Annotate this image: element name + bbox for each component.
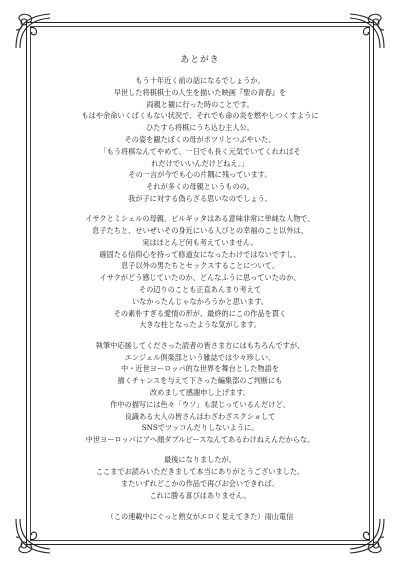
text-line: その辺りのことも正直あんまり考えて: [138, 285, 262, 295]
text-line: 作中の描写には色々「ウソ」も混じっているんだけど、: [110, 399, 290, 409]
text-line: イサクとミシェルの母親、ビルギッタはある意味非常に単純な人物で、: [85, 214, 315, 224]
text-line: 執筆中応援してくださった読者の皆さま方にはもちろんですが、: [95, 340, 305, 350]
paragraph-2: [44, 213, 356, 331]
text-line: 「もう将棋なんてやめて、一日でも長く元気でいてくれればそ: [99, 146, 301, 156]
text-line: 良識ある大人の皆さんはわざわざスクショして: [124, 411, 276, 421]
text-line: 我が子に対する偽らざる思いなのでしょう。: [128, 193, 272, 203]
text-line: 描くチャンスを与えて下さった編集部のご判断にも: [117, 376, 283, 386]
text-line: 中・近世ヨーロッパ的な世界を舞台とした物語を: [121, 364, 279, 374]
text-line: もう十年近く前の話になるでしょうか。: [135, 76, 265, 85]
text-line: 改めまして感謝申し上げます。: [149, 387, 251, 397]
paragraph-1: [44, 75, 356, 205]
text-line: エンジェル倶楽部という雑誌では少々珍しい、: [124, 352, 276, 362]
text-line: 早世した将棋棋士の人生を描いた映画『聖の青春』を: [113, 87, 287, 97]
text-line: SNSでツッコんだりしないように。: [141, 423, 259, 433]
text-line: れだけでいいんだけどねえ。」: [151, 158, 249, 168]
text-line: それが多くの母親というものの。: [146, 182, 254, 192]
text-line: その姿を観たぼくの母がポツリとつぶやいた、: [124, 134, 276, 144]
text-line: 最後になりましたが、: [164, 455, 236, 465]
text-line: 息子以外の男たちとセックスすることについて、: [121, 261, 279, 271]
text-line: その一言が今でも心の片隅に残っています。: [128, 170, 272, 180]
paragraph-3: [44, 340, 356, 446]
text-line: これに勝る喜びはありません。: [149, 490, 251, 500]
text-line: 実はほとんど何も考えていません。: [142, 237, 258, 247]
text-line: 息子たちと、せいぜいその身近にいる人びとの幸福のこと以外は、: [92, 226, 308, 236]
page-title: あとがき: [180, 55, 220, 65]
author-signature: （この連載中にぐっと熟女がエロく見えてきた）雨山電信: [106, 511, 294, 521]
text-line: ひたすら将棋にうち込む主人公。: [146, 123, 254, 133]
text-line: またいずれどこかの作品で再びお会いできれば、: [120, 479, 280, 488]
corner-ornament-icon: [344, 8, 390, 54]
text-line: いなかったんじゃなかろうかと思います。: [132, 296, 268, 306]
text-line: 確固たる信仰心を持って修道女になったわけではないですし、: [99, 249, 301, 259]
text-line: 中世ヨーロッパにアヘ顔ダブルピースなんてあるわけねえんだからな。: [85, 435, 315, 445]
afterword-body: [44, 52, 356, 522]
corner-ornament-icon: [10, 8, 56, 54]
text-line: ここまでお読みいただきまして本当にありがとうございました。: [95, 467, 305, 477]
text-line: 大きな柱となったような気がします。: [139, 320, 261, 330]
text-line: イサクがどう感じていたのか、どんなふうに思っていたのか、: [99, 273, 301, 283]
text-line: もはや余命いくばくもない状況で、それでも命の炎を燃やしつくすように: [81, 111, 319, 121]
paragraph-4: [44, 454, 356, 501]
text-line: 両親と観に行った時のことです。: [146, 99, 254, 109]
text-line: その素朴すぎる愛情の形が、最終的にこの作品を貫く: [113, 308, 287, 318]
